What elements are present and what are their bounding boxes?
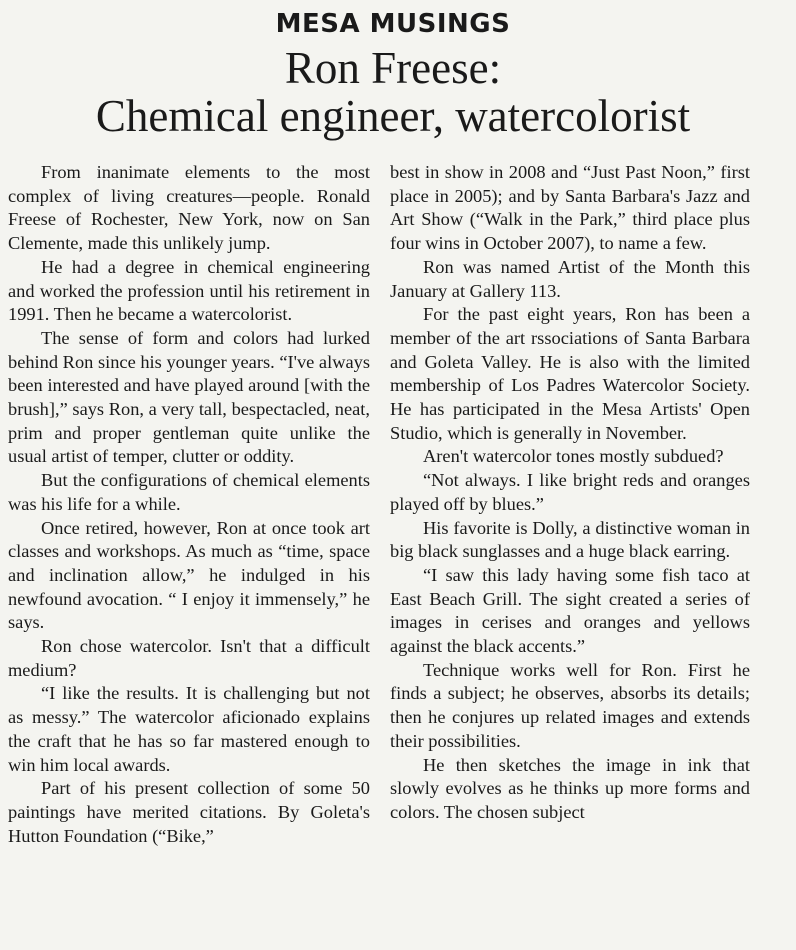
paragraph: Ron was named Artist of the Month this January at Gallery 113.: [390, 256, 750, 301]
article-column-left: [8, 161, 370, 848]
headline: [0, 44, 786, 140]
paragraph: But the configurations of chemical elements was his life for a while.: [8, 470, 370, 514]
paragraph: Aren't watercolor tones mostly subdued?: [423, 446, 724, 467]
headline-line-2: Chemical engineer, watercolorist: [95, 91, 691, 141]
paragraph: His favorite is Dolly, a distinctive woman in big black sunglasses and a huge black earring.: [390, 517, 750, 562]
paragraph: Part of his present collection of some 50 paintings have merited citations. By Goleta's Hutton Foundation (“Bike,”: [8, 778, 370, 846]
headline-line-1: Ron Freese:: [284, 43, 502, 93]
paragraph: “I like the results. It is challenging but not as messy.” The watercolor aficionado explains the craft that he has so far mastered enough to win him local awards.: [8, 683, 370, 775]
paragraph: “I saw this lady having some fish taco at East Beach Grill. The sight created a series of images in cerises and oranges and yellows against the black accents.”: [390, 564, 750, 657]
paragraph-continued: best in show in 2008 and “Just Past Noon,” first place in 2005); and by Santa Barbara's Jazz and Art Show (“Walk in the Park,” third place plus four wins in October 2007), to name a few.: [390, 162, 750, 254]
paragraph: From inanimate elements to the most complex of living creatures—people. Ronald Freese of Rochester, New York, now on San Clemente, made this unlikely jump.: [8, 162, 370, 254]
paragraph: He then sketches the image in ink that slowly evolves as he thinks up more forms and colors. The chosen subject: [390, 754, 750, 822]
paragraph: He had a degree in chemical engineering and worked the profession until his retirement in 1991. Then he became a watercolorist.: [8, 256, 370, 325]
paragraph: Once retired, however, Ron at once took art classes and workshops. As much as “time, space and inclination allow,” he indulged in his newfound avocation. “ I enjoy it immensely,” he says.: [8, 517, 370, 633]
paragraph: The sense of form and colors had lurked behind Ron since his younger years. “I've always been interested and have played around [with the brush],” says Ron, a very tall, bespectacled, neat, prim and proper gentleman quite unlike the usual artist of temper, clutter or oddity.: [8, 327, 370, 467]
paragraph: “Not always. I like bright reds and oranges played off by blues.”: [390, 470, 750, 514]
paragraph: Ron chose watercolor. Isn't that a difficult medium?: [8, 636, 370, 680]
section-kicker: MESA MUSINGS: [275, 9, 511, 39]
article-column-right: [390, 161, 750, 825]
paragraph: Technique works well for Ron. First he finds a subject; he observes, absorbs its details; then he conjures up related images and extends their possibilities.: [390, 659, 750, 751]
paragraph: For the past eight years, Ron has been a member of the art rssociations of Santa Barbara and Goleta Valley. He is also with the limited membership of Los Padres Watercolor Society. He has participated in the Mesa Artists' Open Studio, which is generally in November.: [390, 304, 750, 443]
